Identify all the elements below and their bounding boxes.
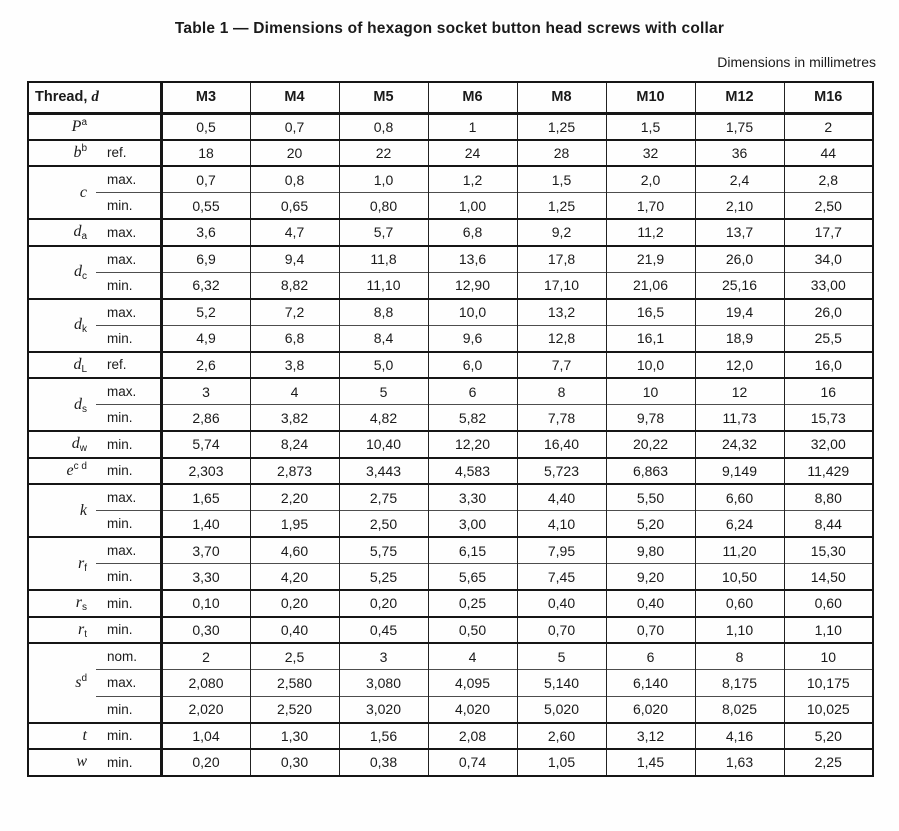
value-cell: 2,8 (784, 166, 873, 193)
value-cell: 3 (339, 643, 428, 670)
value-cell: 0,70 (606, 617, 695, 644)
value-cell: 20 (250, 140, 339, 167)
value-cell: 0,30 (161, 617, 250, 644)
value-cell: 0,40 (250, 617, 339, 644)
value-cell: 16,1 (606, 325, 695, 352)
value-cell: 0,20 (250, 590, 339, 617)
value-cell: 0,8 (339, 113, 428, 140)
value-cell: 4 (428, 643, 517, 670)
value-cell: 1,00 (428, 193, 517, 220)
value-cell: 4,40 (517, 484, 606, 511)
value-cell: 2,520 (250, 696, 339, 723)
value-cell: 16,5 (606, 299, 695, 326)
value-cell: 5,75 (339, 537, 428, 564)
value-cell: 2,50 (784, 193, 873, 220)
value-cell: 17,7 (784, 219, 873, 246)
value-cell: 10,025 (784, 696, 873, 723)
table-row (28, 299, 873, 326)
value-cell: 1,05 (517, 749, 606, 776)
value-cell: 1,5 (517, 166, 606, 193)
value-cell: 4,10 (517, 511, 606, 538)
value-cell: 8 (517, 378, 606, 405)
value-cell: 32,00 (784, 431, 873, 458)
value-cell: 9,2 (517, 219, 606, 246)
value-cell: 1,0 (339, 166, 428, 193)
row-qualifier-cell: max. (96, 670, 161, 697)
value-cell: 16 (784, 378, 873, 405)
table-row (28, 564, 873, 591)
value-cell: 2,10 (695, 193, 784, 220)
value-cell: 3,020 (339, 696, 428, 723)
table-row (28, 458, 873, 485)
value-cell: 6,863 (606, 458, 695, 485)
row-symbol-cell: $r_t$ (28, 617, 96, 644)
row-qualifier-cell: min. (96, 325, 161, 352)
value-cell: 44 (784, 140, 873, 167)
value-cell: 1,65 (161, 484, 250, 511)
row-symbol-cell: k (28, 484, 96, 537)
value-cell: 13,2 (517, 299, 606, 326)
value-cell: 15,30 (784, 537, 873, 564)
value-cell: 2,303 (161, 458, 250, 485)
value-cell: 13,6 (428, 246, 517, 273)
value-cell: 1,40 (161, 511, 250, 538)
value-cell: 0,7 (161, 166, 250, 193)
table-row (28, 670, 873, 697)
value-cell: 8,24 (250, 431, 339, 458)
value-cell: 0,80 (339, 193, 428, 220)
value-cell: 2,4 (695, 166, 784, 193)
row-symbol-cell: $P^a$ (28, 113, 96, 140)
value-cell: 10,50 (695, 564, 784, 591)
value-cell: 12,0 (695, 352, 784, 379)
value-cell: 22 (339, 140, 428, 167)
row-qualifier-cell: max. (96, 246, 161, 273)
table-row (28, 219, 873, 246)
value-cell: 11,429 (784, 458, 873, 485)
value-cell: 11,2 (606, 219, 695, 246)
row-symbol-cell: $d_c$ (28, 246, 96, 299)
value-cell: 6,020 (606, 696, 695, 723)
value-cell: 24,32 (695, 431, 784, 458)
value-cell: 8 (695, 643, 784, 670)
value-cell: 1,5 (606, 113, 695, 140)
row-symbol-cell: $e^{c d}$ (28, 458, 96, 485)
value-cell: 0,70 (517, 617, 606, 644)
row-qualifier-cell: min. (96, 696, 161, 723)
value-cell: 0,20 (339, 590, 428, 617)
value-cell: 5,25 (339, 564, 428, 591)
value-cell: 0,10 (161, 590, 250, 617)
value-cell: 17,10 (517, 272, 606, 299)
value-cell: 3,30 (161, 564, 250, 591)
row-symbol-cell: $d_k$ (28, 299, 96, 352)
row-qualifier-cell: max. (96, 378, 161, 405)
value-cell: 2,50 (339, 511, 428, 538)
units-note: Dimensions in millimetres (717, 54, 876, 70)
value-cell: 28 (517, 140, 606, 167)
value-cell: 2,080 (161, 670, 250, 697)
value-cell: 4,82 (339, 405, 428, 432)
value-cell: 4,583 (428, 458, 517, 485)
column-header-m5: M5 (339, 82, 428, 113)
table-row (28, 537, 873, 564)
value-cell: 5,20 (784, 723, 873, 750)
row-symbol-cell: w (28, 749, 96, 776)
value-cell: 13,7 (695, 219, 784, 246)
value-cell: 9,80 (606, 537, 695, 564)
value-cell: 3,443 (339, 458, 428, 485)
value-cell: 12 (695, 378, 784, 405)
value-cell: 32 (606, 140, 695, 167)
value-cell: 6,32 (161, 272, 250, 299)
row-symbol-cell: $s^d$ (28, 643, 96, 723)
table-row (28, 113, 873, 140)
value-cell: 10 (784, 643, 873, 670)
value-cell: 24 (428, 140, 517, 167)
value-cell: 6 (428, 378, 517, 405)
value-cell: 2,25 (784, 749, 873, 776)
value-cell: 7,78 (517, 405, 606, 432)
value-cell: 2 (784, 113, 873, 140)
value-cell: 1,10 (695, 617, 784, 644)
value-cell: 25,16 (695, 272, 784, 299)
value-cell: 19,4 (695, 299, 784, 326)
table-row (28, 193, 873, 220)
value-cell: 7,2 (250, 299, 339, 326)
row-symbol-cell: $r_f$ (28, 537, 96, 590)
row-qualifier-cell: min. (96, 431, 161, 458)
row-qualifier-cell: ref. (96, 140, 161, 167)
value-cell: 33,00 (784, 272, 873, 299)
value-cell: 9,4 (250, 246, 339, 273)
value-cell: 34,0 (784, 246, 873, 273)
value-cell: 3,6 (161, 219, 250, 246)
column-header-m10: M10 (606, 82, 695, 113)
value-cell: 8,44 (784, 511, 873, 538)
value-cell: 25,5 (784, 325, 873, 352)
value-cell: 0,55 (161, 193, 250, 220)
row-qualifier-cell: max. (96, 166, 161, 193)
value-cell: 1,95 (250, 511, 339, 538)
value-cell: 2,0 (606, 166, 695, 193)
value-cell: 3,8 (250, 352, 339, 379)
row-qualifier-cell: min. (96, 405, 161, 432)
value-cell: 2,86 (161, 405, 250, 432)
table-title: Table 1 — Dimensions of hexagon socket button head screws with collar (174, 20, 725, 37)
value-cell: 5,65 (428, 564, 517, 591)
row-symbol-cell: $d_s$ (28, 378, 96, 431)
table-row (28, 352, 873, 379)
table-row (28, 431, 873, 458)
value-cell: 3,82 (250, 405, 339, 432)
value-cell: 6,8 (428, 219, 517, 246)
value-cell: 11,20 (695, 537, 784, 564)
value-cell: 7,95 (517, 537, 606, 564)
value-cell: 6,140 (606, 670, 695, 697)
value-cell: 5 (517, 643, 606, 670)
value-cell: 21,06 (606, 272, 695, 299)
thread-corner-cell (28, 82, 161, 113)
value-cell: 6,9 (161, 246, 250, 273)
value-cell: 0,38 (339, 749, 428, 776)
table-row (28, 484, 873, 511)
value-cell: 5,50 (606, 484, 695, 511)
column-header-m4: M4 (250, 82, 339, 113)
value-cell: 6,60 (695, 484, 784, 511)
table-row (28, 325, 873, 352)
value-cell: 3 (161, 378, 250, 405)
table-row (28, 511, 873, 538)
column-header-m12: M12 (695, 82, 784, 113)
value-cell: 1,25 (517, 193, 606, 220)
value-cell: 12,90 (428, 272, 517, 299)
row-qualifier-cell: min. (96, 723, 161, 750)
value-cell: 7,7 (517, 352, 606, 379)
value-cell: 5,0 (339, 352, 428, 379)
row-qualifier-cell: min. (96, 458, 161, 485)
column-header-m8: M8 (517, 82, 606, 113)
table-row (28, 405, 873, 432)
value-cell: 1,70 (606, 193, 695, 220)
value-cell: 6,15 (428, 537, 517, 564)
table-row (28, 378, 873, 405)
value-cell: 3,30 (428, 484, 517, 511)
table-row (28, 272, 873, 299)
value-cell: 0,30 (250, 749, 339, 776)
value-cell: 0,74 (428, 749, 517, 776)
value-cell: 0,60 (695, 590, 784, 617)
value-cell: 18,9 (695, 325, 784, 352)
table-row (28, 643, 873, 670)
value-cell: 1,56 (339, 723, 428, 750)
value-cell: 3,00 (428, 511, 517, 538)
value-cell: 12,20 (428, 431, 517, 458)
table-row (28, 166, 873, 193)
value-cell: 12,8 (517, 325, 606, 352)
value-cell: 8,175 (695, 670, 784, 697)
value-cell: 2,6 (161, 352, 250, 379)
row-qualifier-cell: min. (96, 193, 161, 220)
value-cell: 0,7 (250, 113, 339, 140)
value-cell: 5,020 (517, 696, 606, 723)
row-symbol-cell: t (28, 723, 96, 750)
value-cell: 4 (250, 378, 339, 405)
value-cell: 8,82 (250, 272, 339, 299)
value-cell: 6,24 (695, 511, 784, 538)
value-cell: 0,65 (250, 193, 339, 220)
value-cell: 1,30 (250, 723, 339, 750)
row-symbol-cell: $d_w$ (28, 431, 96, 458)
value-cell: 11,10 (339, 272, 428, 299)
value-cell: 2,08 (428, 723, 517, 750)
value-cell: 0,40 (606, 590, 695, 617)
value-cell: 1,10 (784, 617, 873, 644)
value-cell: 1,75 (695, 113, 784, 140)
value-cell: 2,020 (161, 696, 250, 723)
row-qualifier-cell: max. (96, 537, 161, 564)
value-cell: 1,63 (695, 749, 784, 776)
value-cell: 4,020 (428, 696, 517, 723)
table-row (28, 723, 873, 750)
value-cell: 4,7 (250, 219, 339, 246)
value-cell: 15,73 (784, 405, 873, 432)
value-cell: 16,0 (784, 352, 873, 379)
value-cell: 2,5 (250, 643, 339, 670)
row-qualifier-cell: min. (96, 272, 161, 299)
row-qualifier-cell: nom. (96, 643, 161, 670)
row-qualifier-cell: max. (96, 484, 161, 511)
row-qualifier-cell: min. (96, 749, 161, 776)
value-cell: 2 (161, 643, 250, 670)
value-cell: 26,0 (784, 299, 873, 326)
column-header-m6: M6 (428, 82, 517, 113)
value-cell: 9,20 (606, 564, 695, 591)
value-cell: 5 (339, 378, 428, 405)
table-row (28, 749, 873, 776)
row-qualifier-cell: min. (96, 590, 161, 617)
value-cell: 9,6 (428, 325, 517, 352)
table-row (28, 617, 873, 644)
value-cell: 4,095 (428, 670, 517, 697)
value-cell: 1,25 (517, 113, 606, 140)
value-cell: 5,74 (161, 431, 250, 458)
value-cell: 2,75 (339, 484, 428, 511)
row-qualifier-cell: ref. (96, 352, 161, 379)
row-symbol-cell: $d_a$ (28, 219, 96, 246)
value-cell: 21,9 (606, 246, 695, 273)
value-cell: 2,20 (250, 484, 339, 511)
value-cell: 0,5 (161, 113, 250, 140)
value-cell: 8,80 (784, 484, 873, 511)
value-cell: 3,080 (339, 670, 428, 697)
value-cell: 4,16 (695, 723, 784, 750)
row-qualifier-cell: min. (96, 617, 161, 644)
row-qualifier-cell: max. (96, 299, 161, 326)
value-cell: 3,12 (606, 723, 695, 750)
value-cell: 11,73 (695, 405, 784, 432)
value-cell: 10,175 (784, 670, 873, 697)
value-cell: 0,8 (250, 166, 339, 193)
value-cell: 5,723 (517, 458, 606, 485)
value-cell: 2,580 (250, 670, 339, 697)
value-cell: 16,40 (517, 431, 606, 458)
value-cell: 10,0 (428, 299, 517, 326)
thread-label: Thread, (35, 88, 88, 105)
column-header-m3: M3 (161, 82, 250, 113)
value-cell: 8,8 (339, 299, 428, 326)
value-cell: 26,0 (695, 246, 784, 273)
value-cell: 0,20 (161, 749, 250, 776)
value-cell: 4,9 (161, 325, 250, 352)
value-cell: 1 (428, 113, 517, 140)
value-cell: 1,2 (428, 166, 517, 193)
header-row (28, 82, 873, 113)
value-cell: 20,22 (606, 431, 695, 458)
value-cell: 5,82 (428, 405, 517, 432)
value-cell: 0,45 (339, 617, 428, 644)
value-cell: 36 (695, 140, 784, 167)
value-cell: 18 (161, 140, 250, 167)
value-cell: 2,873 (250, 458, 339, 485)
value-cell: 0,40 (517, 590, 606, 617)
table-row (28, 246, 873, 273)
row-qualifier-cell (96, 113, 161, 140)
value-cell: 1,45 (606, 749, 695, 776)
value-cell: 5,7 (339, 219, 428, 246)
row-symbol-cell: $d_L$ (28, 352, 96, 379)
value-cell: 10,0 (606, 352, 695, 379)
row-qualifier-cell: min. (96, 511, 161, 538)
value-cell: 9,149 (695, 458, 784, 485)
value-cell: 10,40 (339, 431, 428, 458)
thread-symbol: d (91, 88, 99, 105)
value-cell: 5,140 (517, 670, 606, 697)
table-header (28, 82, 873, 113)
value-cell: 11,8 (339, 246, 428, 273)
value-cell: 10 (606, 378, 695, 405)
table-row (28, 140, 873, 167)
table-row (28, 590, 873, 617)
row-qualifier-cell: max. (96, 219, 161, 246)
dimensions-table (27, 81, 874, 777)
value-cell: 8,4 (339, 325, 428, 352)
row-symbol-cell: $b^b$ (28, 140, 96, 167)
value-cell: 14,50 (784, 564, 873, 591)
value-cell: 6,8 (250, 325, 339, 352)
row-qualifier-cell: min. (96, 564, 161, 591)
value-cell: 6,0 (428, 352, 517, 379)
row-symbol-cell: $r_s$ (28, 590, 96, 617)
row-symbol-cell: c (28, 166, 96, 219)
table-row (28, 696, 873, 723)
value-cell: 9,78 (606, 405, 695, 432)
value-cell: 17,8 (517, 246, 606, 273)
value-cell: 4,20 (250, 564, 339, 591)
value-cell: 5,2 (161, 299, 250, 326)
value-cell: 4,60 (250, 537, 339, 564)
value-cell: 8,025 (695, 696, 784, 723)
value-cell: 1,04 (161, 723, 250, 750)
value-cell: 6 (606, 643, 695, 670)
column-header-m16: M16 (784, 82, 873, 113)
value-cell: 5,20 (606, 511, 695, 538)
value-cell: 7,45 (517, 564, 606, 591)
value-cell: 0,25 (428, 590, 517, 617)
value-cell: 0,50 (428, 617, 517, 644)
value-cell: 2,60 (517, 723, 606, 750)
value-cell: 3,70 (161, 537, 250, 564)
table-body (28, 113, 873, 776)
value-cell: 0,60 (784, 590, 873, 617)
